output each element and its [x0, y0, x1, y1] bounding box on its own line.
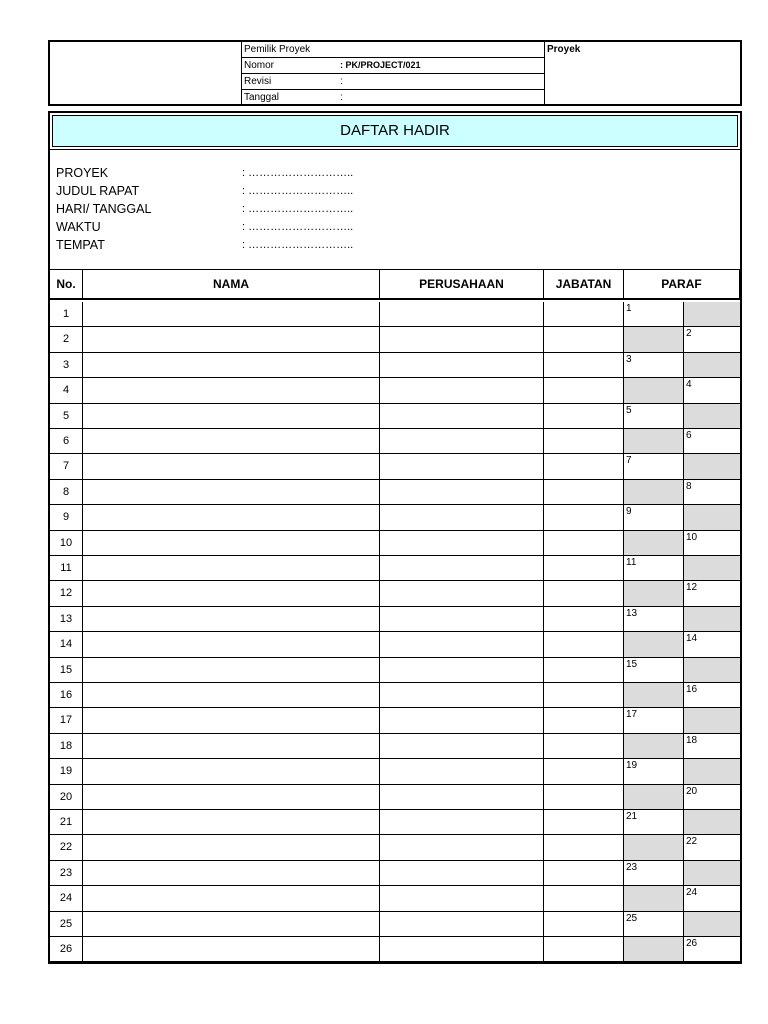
nama-cell[interactable]: [83, 785, 380, 809]
paraf-cell-left[interactable]: [624, 785, 684, 809]
pemilik-label: Pemilik Proyek: [244, 44, 311, 55]
perusahaan-cell[interactable]: [380, 632, 544, 656]
table-row: [50, 708, 740, 733]
nama-cell[interactable]: [83, 581, 380, 605]
nama-cell[interactable]: [83, 404, 380, 428]
row-number: 4: [50, 378, 83, 402]
jabatan-cell[interactable]: [544, 556, 624, 580]
perusahaan-cell[interactable]: [380, 378, 544, 402]
row-number: 19: [50, 759, 83, 783]
nama-cell[interactable]: [83, 632, 380, 656]
nama-cell[interactable]: [83, 912, 380, 936]
jabatan-cell[interactable]: [544, 861, 624, 885]
revisi-label: Revisi: [244, 76, 272, 87]
column-no: No.: [50, 270, 83, 298]
paraf-cell-left[interactable]: [624, 404, 684, 428]
nomor-label: Nomor: [244, 60, 275, 71]
nama-cell[interactable]: [83, 835, 380, 859]
table-row: [50, 581, 740, 606]
paraf-cell-right[interactable]: [684, 683, 740, 707]
nama-cell[interactable]: [83, 708, 380, 732]
paraf-cell-right[interactable]: [684, 861, 740, 885]
paraf-cell-left[interactable]: [624, 658, 684, 682]
paraf-cell-left[interactable]: [624, 429, 684, 453]
jabatan-cell[interactable]: [544, 581, 624, 605]
nama-cell[interactable]: [83, 505, 380, 529]
table-row: [50, 327, 740, 352]
perusahaan-cell[interactable]: [380, 734, 544, 758]
info-label: HARI/ TANGGAL: [56, 202, 152, 216]
table-row: [50, 454, 740, 479]
row-number: 7: [50, 454, 83, 478]
paraf-cell-right[interactable]: [684, 658, 740, 682]
table-row: [50, 835, 740, 860]
paraf-cell-right[interactable]: [684, 556, 740, 580]
table-row: [50, 556, 740, 581]
perusahaan-cell[interactable]: [380, 607, 544, 631]
jabatan-cell[interactable]: [544, 378, 624, 402]
row-number: 9: [50, 505, 83, 529]
paraf-cell-right[interactable]: [684, 708, 740, 732]
paraf-cell-left[interactable]: [624, 632, 684, 656]
nama-cell[interactable]: [83, 886, 380, 910]
jabatan-cell[interactable]: [544, 708, 624, 732]
table-row: [50, 937, 740, 962]
row-number: 20: [50, 785, 83, 809]
paraf-number: 16: [686, 684, 698, 695]
document-header: [48, 40, 742, 106]
row-number: 6: [50, 429, 83, 453]
row-number: 24: [50, 886, 83, 910]
perusahaan-cell[interactable]: [380, 912, 544, 936]
paraf-number: 22: [686, 836, 698, 848]
paraf-number: 6: [686, 430, 692, 441]
paraf-cell-left[interactable]: [624, 835, 684, 859]
table-row: [50, 480, 740, 505]
jabatan-cell[interactable]: [544, 404, 624, 428]
paraf-cell-left[interactable]: [624, 378, 684, 402]
table-row: [50, 810, 740, 835]
nama-cell[interactable]: [83, 480, 380, 504]
column-perusahaan: PERUSAHAAN: [380, 270, 544, 298]
jabatan-cell[interactable]: [544, 327, 624, 351]
paraf-number: 15: [626, 658, 638, 670]
table-row: [50, 683, 740, 708]
paraf-number: 8: [686, 480, 692, 492]
paraf-number: 13: [626, 607, 638, 619]
paraf-cell-left[interactable]: [624, 556, 684, 580]
info-label: TEMPAT: [56, 238, 105, 252]
paraf-cell-right[interactable]: [684, 302, 740, 326]
paraf-cell-left[interactable]: [624, 937, 684, 961]
table-row: [50, 531, 740, 556]
nama-cell[interactable]: [83, 759, 380, 783]
paraf-number: 23: [626, 861, 638, 873]
nama-cell[interactable]: [83, 531, 380, 555]
paraf-cell-right[interactable]: [684, 581, 740, 605]
perusahaan-cell[interactable]: [380, 581, 544, 605]
nama-cell[interactable]: [83, 378, 380, 402]
paraf-number: 10: [686, 531, 698, 543]
paraf-number: 14: [686, 633, 698, 645]
perusahaan-cell[interactable]: [380, 835, 544, 859]
paraf-number: 20: [686, 785, 698, 797]
table-row: [50, 632, 740, 657]
paraf-cell-left[interactable]: [624, 480, 684, 504]
table-row: [50, 378, 740, 403]
paraf-number: 12: [686, 582, 698, 594]
perusahaan-cell[interactable]: [380, 785, 544, 809]
info-value[interactable]: : ………………………..: [242, 221, 354, 233]
jabatan-cell[interactable]: [544, 759, 624, 783]
nama-cell[interactable]: [83, 429, 380, 453]
jabatan-cell[interactable]: [544, 632, 624, 656]
attendance-form: [48, 111, 742, 964]
jabatan-cell[interactable]: [544, 810, 624, 834]
table-row: [50, 658, 740, 683]
paraf-cell-left[interactable]: [624, 327, 684, 351]
row-number: 1: [50, 302, 83, 326]
perusahaan-cell[interactable]: [380, 327, 544, 351]
perusahaan-cell[interactable]: [380, 759, 544, 783]
perusahaan-cell[interactable]: [380, 353, 544, 377]
paraf-cell-right[interactable]: [684, 531, 740, 555]
paraf-number: 24: [686, 887, 698, 899]
row-number: 16: [50, 683, 83, 707]
perusahaan-cell[interactable]: [380, 505, 544, 529]
row-number: 11: [50, 556, 83, 580]
row-number: 13: [50, 607, 83, 631]
tanggal-label: Tanggal: [244, 92, 280, 103]
jabatan-cell[interactable]: [544, 302, 624, 326]
paraf-cell-left[interactable]: [624, 531, 684, 555]
paraf-number: 1: [626, 303, 632, 314]
paraf-cell-right[interactable]: [684, 480, 740, 504]
paraf-cell-left[interactable]: [624, 708, 684, 732]
row-number: 22: [50, 835, 83, 859]
row-number: 12: [50, 581, 83, 605]
paraf-cell-left[interactable]: [624, 505, 684, 529]
paraf-number: 2: [686, 328, 692, 340]
jabatan-cell[interactable]: [544, 683, 624, 707]
paraf-number: 9: [626, 506, 632, 518]
row-number: 26: [50, 937, 83, 961]
paraf-cell-right[interactable]: [684, 632, 740, 656]
perusahaan-cell[interactable]: [380, 683, 544, 707]
perusahaan-cell[interactable]: [380, 429, 544, 453]
meta-row-tanggal: [242, 90, 544, 106]
nama-cell[interactable]: [83, 302, 380, 326]
paraf-cell-right[interactable]: [684, 937, 740, 961]
paraf-cell-right[interactable]: [684, 378, 740, 402]
jabatan-cell[interactable]: [544, 531, 624, 555]
perusahaan-cell[interactable]: [380, 531, 544, 555]
paraf-cell-left[interactable]: [624, 581, 684, 605]
paraf-cell-right[interactable]: [684, 429, 740, 453]
paraf-number: 21: [626, 811, 638, 822]
perusahaan-cell[interactable]: [380, 886, 544, 910]
jabatan-cell[interactable]: [544, 912, 624, 936]
row-number: 15: [50, 658, 83, 682]
jabatan-cell[interactable]: [544, 835, 624, 859]
info-value[interactable]: : ………………………..: [242, 185, 354, 197]
table-row: [50, 353, 740, 378]
table-row: [50, 861, 740, 886]
paraf-cell-right[interactable]: [684, 404, 740, 428]
paraf-cell-left[interactable]: [624, 810, 684, 834]
paraf-cell-right[interactable]: [684, 759, 740, 783]
perusahaan-cell[interactable]: [380, 708, 544, 732]
jabatan-cell[interactable]: [544, 734, 624, 758]
jabatan-cell[interactable]: [544, 658, 624, 682]
table-row: [50, 302, 740, 327]
paraf-cell-right[interactable]: [684, 327, 740, 351]
paraf-cell-right[interactable]: [684, 734, 740, 758]
table-row: [50, 505, 740, 530]
paraf-cell-left[interactable]: [624, 683, 684, 707]
row-number: 23: [50, 861, 83, 885]
nama-cell[interactable]: [83, 937, 380, 961]
form-title: DAFTAR HADIR: [52, 115, 738, 147]
logo-area: [50, 42, 242, 104]
info-value[interactable]: : ………………………..: [242, 167, 354, 179]
paraf-number: 26: [686, 938, 698, 949]
proyek-label: Proyek: [547, 44, 581, 55]
paraf-cell-right[interactable]: [684, 912, 740, 936]
table-row: [50, 886, 740, 911]
paraf-cell-right[interactable]: [684, 505, 740, 529]
nomor-value: : PK/PROJECT/021: [340, 60, 421, 70]
row-number: 17: [50, 708, 83, 732]
table-row: [50, 785, 740, 810]
nama-cell[interactable]: [83, 556, 380, 580]
nama-cell[interactable]: [83, 861, 380, 885]
perusahaan-cell[interactable]: [380, 810, 544, 834]
meeting-info: [50, 149, 740, 270]
paraf-number: 5: [626, 404, 632, 416]
paraf-cell-right[interactable]: [684, 607, 740, 631]
paraf-number: 17: [626, 709, 638, 721]
jabatan-cell[interactable]: [544, 937, 624, 961]
paraf-cell-right[interactable]: [684, 454, 740, 478]
info-value[interactable]: : ………………………..: [242, 203, 354, 215]
table-header: [50, 270, 740, 300]
paraf-cell-right[interactable]: [684, 810, 740, 834]
paraf-number: 25: [626, 912, 638, 924]
info-value[interactable]: : ………………………..: [242, 239, 354, 251]
meta-row-revisi: [242, 74, 544, 90]
paraf-number: 4: [686, 379, 692, 391]
paraf-cell-right[interactable]: [684, 353, 740, 377]
paraf-cell-left[interactable]: [624, 302, 684, 326]
paraf-cell-left[interactable]: [624, 353, 684, 377]
tanggal-value: :: [340, 92, 343, 103]
revisi-value: :: [340, 76, 343, 87]
perusahaan-cell[interactable]: [380, 454, 544, 478]
info-label: PROYEK: [56, 166, 109, 180]
jabatan-cell[interactable]: [544, 353, 624, 377]
paraf-number: 11: [626, 557, 637, 568]
info-label: WAKTU: [56, 220, 101, 234]
jabatan-cell[interactable]: [544, 505, 624, 529]
jabatan-cell[interactable]: [544, 607, 624, 631]
proyek-box: [544, 42, 741, 104]
paraf-cell-right[interactable]: [684, 835, 740, 859]
jabatan-cell[interactable]: [544, 454, 624, 478]
perusahaan-cell[interactable]: [380, 302, 544, 326]
perusahaan-cell[interactable]: [380, 480, 544, 504]
jabatan-cell[interactable]: [544, 785, 624, 809]
jabatan-cell[interactable]: [544, 429, 624, 453]
paraf-cell-left[interactable]: [624, 607, 684, 631]
paraf-cell-left[interactable]: [624, 454, 684, 478]
paraf-cell-right[interactable]: [684, 785, 740, 809]
table-row: [50, 429, 740, 454]
paraf-number: 19: [626, 760, 638, 772]
jabatan-cell[interactable]: [544, 886, 624, 910]
table-row: [50, 759, 740, 784]
row-number: 8: [50, 480, 83, 504]
nama-cell[interactable]: [83, 683, 380, 707]
column-nama: NAMA: [83, 270, 380, 298]
info-label: JUDUL RAPAT: [56, 184, 140, 198]
row-number: 18: [50, 734, 83, 758]
meta-row-pemilik: [242, 42, 544, 58]
row-number: 21: [50, 810, 83, 834]
table-row: [50, 404, 740, 429]
nama-cell[interactable]: [83, 607, 380, 631]
table-row: [50, 607, 740, 632]
perusahaan-cell[interactable]: [380, 556, 544, 580]
perusahaan-cell[interactable]: [380, 937, 544, 961]
document-meta: [242, 42, 544, 104]
nama-cell[interactable]: [83, 327, 380, 351]
nama-cell[interactable]: [83, 810, 380, 834]
row-number: 25: [50, 912, 83, 936]
nama-cell[interactable]: [83, 734, 380, 758]
row-number: 14: [50, 632, 83, 656]
paraf-cell-left[interactable]: [624, 861, 684, 885]
paraf-cell-left[interactable]: [624, 759, 684, 783]
column-paraf: PARAF: [624, 270, 740, 298]
paraf-number: 18: [686, 734, 698, 746]
paraf-cell-left[interactable]: [624, 886, 684, 910]
row-number: 3: [50, 353, 83, 377]
row-number: 5: [50, 404, 83, 428]
row-number: 10: [50, 531, 83, 555]
paraf-number: 7: [626, 455, 632, 467]
paraf-cell-left[interactable]: [624, 912, 684, 936]
nama-cell[interactable]: [83, 454, 380, 478]
paraf-cell-right[interactable]: [684, 886, 740, 910]
paraf-number: 3: [626, 353, 632, 365]
perusahaan-cell[interactable]: [380, 404, 544, 428]
table-row: [50, 912, 740, 937]
nama-cell[interactable]: [83, 658, 380, 682]
jabatan-cell[interactable]: [544, 480, 624, 504]
perusahaan-cell[interactable]: [380, 861, 544, 885]
row-number: 2: [50, 327, 83, 351]
meta-row-nomor: [242, 58, 544, 74]
paraf-cell-left[interactable]: [624, 734, 684, 758]
nama-cell[interactable]: [83, 353, 380, 377]
perusahaan-cell[interactable]: [380, 658, 544, 682]
table-row: [50, 734, 740, 759]
column-jabatan: JABATAN: [544, 270, 624, 298]
